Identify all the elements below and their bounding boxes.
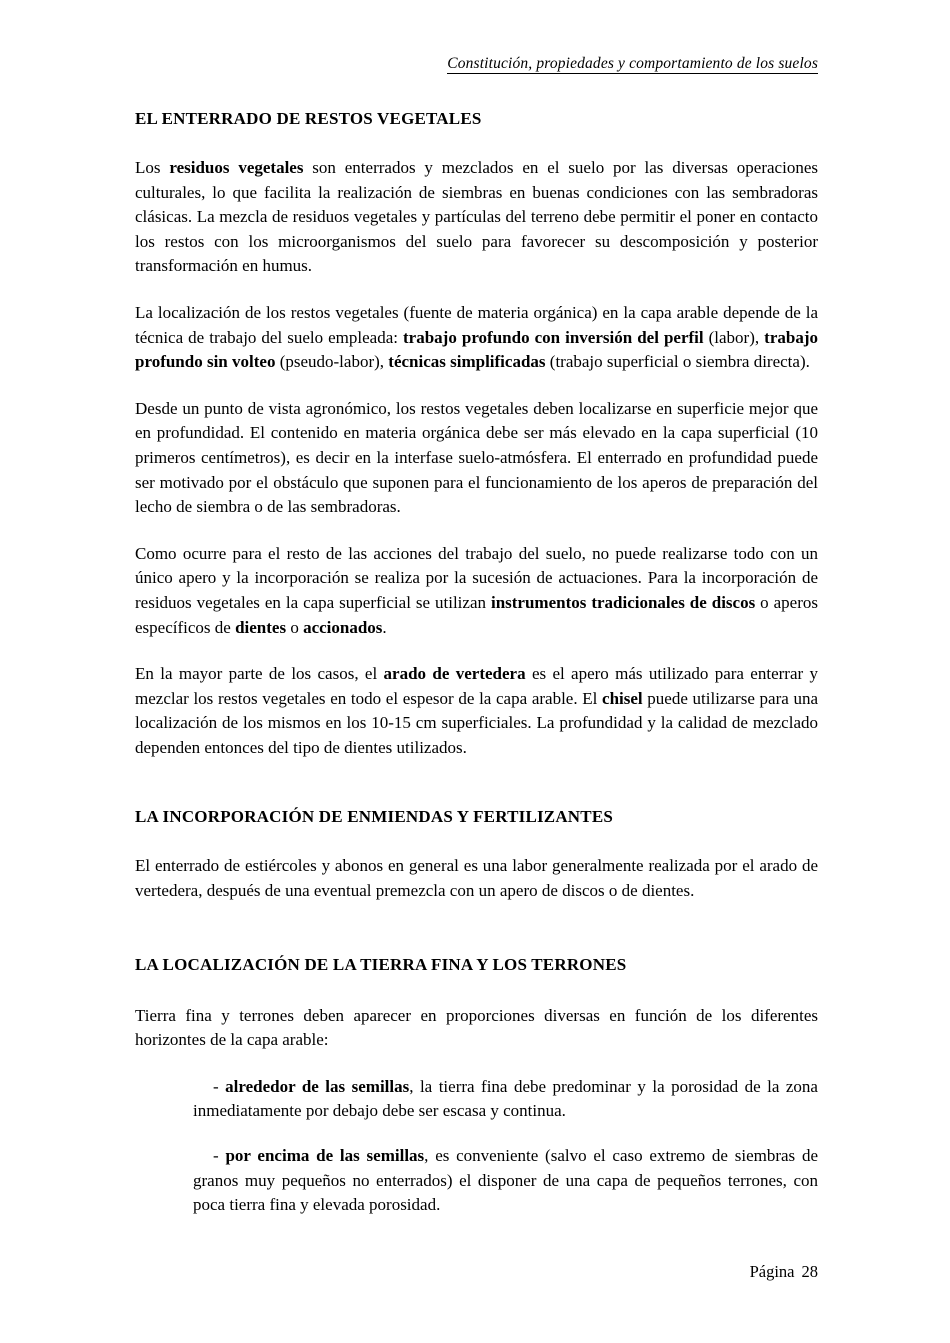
list-item	[193, 1075, 818, 1124]
body-text: o aperos específicos de	[135, 592, 818, 637]
body-text: (labor),	[703, 327, 765, 347]
body-text: son enterrados y mezclados en el suelo por las diversas operaciones culturales, lo que facilita la realización de siembras en buenas condiciones con las sembradoras clásicas. La mezcla de residuos vegetales y partículas del terreno debe permitir el poner en contacto los restos con los microorganismos del suelo para favorecer su descomposición y posterior transformación en humus.	[135, 158, 818, 276]
document-body	[135, 108, 818, 1218]
body-paragraph	[135, 662, 818, 760]
vertical-spacer	[193, 1053, 818, 1075]
running-header	[135, 54, 818, 74]
body-paragraph	[135, 1004, 818, 1053]
emphasis-text: técnicas simplificadas	[388, 352, 546, 372]
body-paragraph	[135, 397, 818, 520]
section-heading: LA LOCALIZACIÓN DE LA TIERRA FINA Y LOS TERRONES	[135, 954, 627, 974]
section-heading: EL ENTERRADO DE RESTOS VEGETALES	[135, 109, 482, 128]
body-text: Los	[135, 158, 170, 177]
body-text: Desde un punto de vista agronómico, los restos vegetales deben localizarse en superficie mejor que en profundidad. El contenido en materia orgánica debe ser más elevado en la capa superficial (10 primeros centímetros), es decir en la interfase suelo-atmósfera. El enterrado en profundidad puede ser motivado por el obstáculo que suponen para el funcionamiento de los aperos de preparación del lecho de siembra o de las sembradoras.	[135, 398, 818, 517]
body-text: Tierra fina y terrones deben aparecer en proporciones diversas en función de los diferentes horizontes de la capa arable:	[135, 1005, 818, 1050]
vertical-spacer	[135, 760, 818, 806]
emphasis-text: por encima de las semillas	[225, 1146, 425, 1166]
vertical-spacer	[135, 279, 818, 301]
body-text: Como ocurre para el resto de las acciones del trabajo del suelo, no puede realizarse todo con un único apero y la incorporación se realiza por la sucesión de actuaciones. Para la incorporación de residuos vegetales en la capa superficial se utilizan	[135, 543, 818, 612]
body-paragraph	[135, 854, 818, 903]
body-text: La localización de los restos vegetales (fuente de materia orgánica) en la capa arable depende de la técnica de trabajo del suelo empleada:	[135, 302, 818, 347]
body-text: puede utilizarse para una localización de los mismos en los 10-15 cm superficiales. La profundidad y la calidad de mezclado dependen entonces del tipo de dientes utilizados.	[135, 688, 818, 757]
body-text: es el apero más utilizado para enterrar y mezclar los restos vegetales en todo el espesor de la capa arable. El	[135, 664, 818, 708]
vertical-spacer	[135, 130, 818, 156]
emphasis-text: trabajo profundo con inversión del perfil	[403, 327, 704, 347]
vertical-spacer	[135, 375, 818, 397]
vertical-spacer	[135, 976, 818, 1004]
emphasis-text: accionados	[303, 617, 383, 637]
section-heading: LA INCORPORACIÓN DE ENMIENDAS Y FERTILIZANTES	[135, 807, 614, 827]
body-text: o	[286, 617, 304, 637]
list-item	[193, 1144, 818, 1218]
body-text: (pseudo-labor),	[275, 352, 389, 372]
body-paragraph	[135, 301, 818, 375]
emphasis-text: residuos vegetales	[169, 158, 304, 177]
vertical-spacer	[135, 640, 818, 662]
page-footer	[135, 1262, 818, 1282]
emphasis-text: chisel	[602, 688, 643, 708]
page-number: 28	[801, 1262, 818, 1281]
emphasis-text: dientes	[235, 617, 287, 637]
body-text: El enterrado de estiércoles y abonos en general es una labor generalmente realizada por el arado de vertedera, después de una eventual premezcla con un apero de discos o de dientes.	[135, 856, 818, 901]
body-text: -	[213, 1076, 226, 1096]
vertical-spacer	[135, 520, 818, 542]
indented-list	[193, 1053, 818, 1218]
body-paragraph	[135, 156, 818, 279]
body-text: -	[213, 1146, 226, 1166]
emphasis-text: arado de vertedera	[383, 664, 526, 684]
body-text: .	[382, 617, 387, 637]
emphasis-text: instrumentos tradicionales de discos	[490, 592, 756, 612]
body-paragraph	[135, 542, 818, 640]
vertical-spacer	[193, 1124, 818, 1144]
running-header-title: Constitución, propiedades y comportamiento de los suelos	[447, 55, 818, 72]
emphasis-text: trabajo profundo sin volteo	[135, 327, 818, 372]
body-text: En la mayor parte de los casos, el	[135, 664, 384, 684]
emphasis-text: alrededor de las semillas	[225, 1076, 410, 1096]
body-text: (trabajo superficial o siembra directa).	[545, 352, 810, 372]
page-label: Página	[749, 1262, 795, 1281]
body-text: , la tierra fina debe predominar y la porosidad de la zona inmediatamente por debajo debe ser escasa y continua.	[193, 1076, 818, 1121]
vertical-spacer	[135, 828, 818, 854]
body-text: , es conveniente (salvo el caso extremo de siembras de granos muy pequeños no enterrados) el disponer de una capa de pequeños terrones, con poca tierra fina y elevada porosidad.	[193, 1146, 818, 1215]
vertical-spacer	[135, 904, 818, 954]
